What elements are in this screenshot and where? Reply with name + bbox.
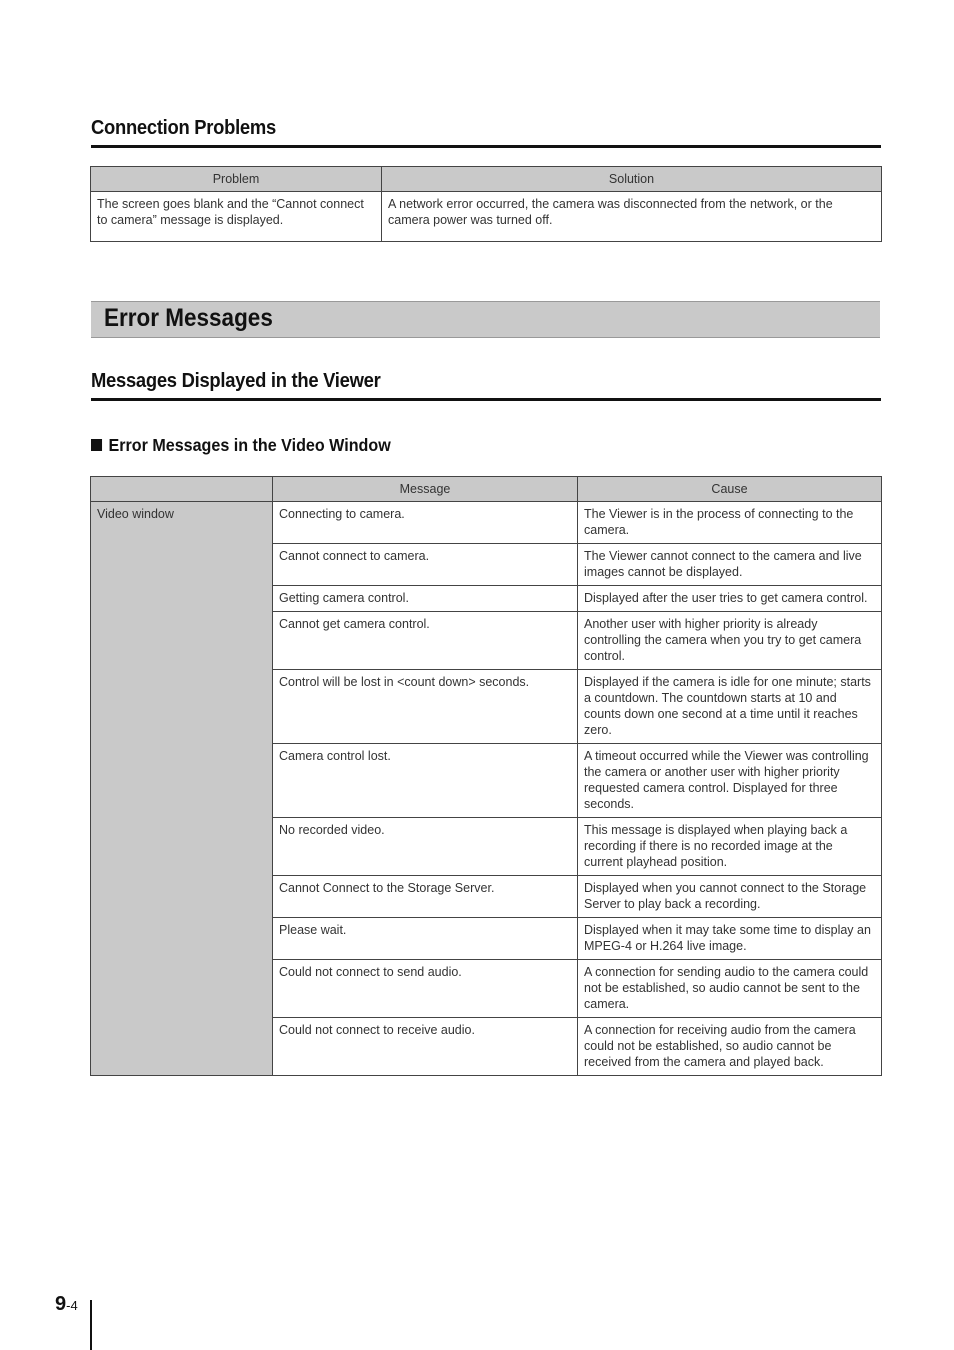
subheading-text: Error Messages in the Video Window	[108, 435, 391, 455]
group-label-cell: Video window	[91, 502, 273, 1076]
viewer-messages-heading: Messages Displayed in the Viewer	[91, 370, 381, 392]
cause-cell: Displayed when you cannot connect to the Storage Server to play back a recording.	[578, 876, 882, 918]
cause-cell: A connection for receiving audio from the camera could not be established, so audio cannot be received from the camera and played back.	[578, 1018, 882, 1076]
cause-cell: This message is displayed when playing back a recording if there is no recorded image at the current playhead position.	[578, 818, 882, 876]
message-cell: Could not connect to receive audio.	[273, 1018, 578, 1076]
column-header-problem: Problem	[91, 167, 382, 192]
table-row	[91, 192, 882, 242]
message-cell: Cannot connect to camera.	[273, 544, 578, 586]
page-margin-rule	[90, 1300, 92, 1350]
page-number	[55, 1293, 78, 1316]
column-header-message: Message	[273, 477, 578, 502]
message-cell: Getting camera control.	[273, 586, 578, 612]
message-cell: No recorded video.	[273, 818, 578, 876]
message-cell: Camera control lost.	[273, 744, 578, 818]
table-row	[91, 502, 882, 544]
section-title: Error Messages	[104, 304, 273, 332]
connection-problems-table	[90, 166, 882, 242]
cause-cell: Displayed if the camera is idle for one minute; starts a countdown. The countdown starts at 10 and counts down one second at a time until it reaches zero.	[578, 670, 882, 744]
heading-rule	[91, 145, 881, 148]
message-cell: Cannot get camera control.	[273, 612, 578, 670]
message-cell: Control will be lost in <count down> seconds.	[273, 670, 578, 744]
heading-rule	[91, 398, 881, 401]
video-window-errors-table	[90, 476, 882, 1076]
message-cell: Connecting to camera.	[273, 502, 578, 544]
column-header-blank	[91, 477, 273, 502]
solution-cell: A network error occurred, the camera was disconnected from the network, or the camera power was turned off.	[382, 192, 882, 242]
square-bullet-icon	[91, 439, 102, 451]
connection-problems-heading: Connection Problems	[91, 117, 276, 139]
video-window-subheading	[91, 435, 391, 456]
cause-cell: A timeout occurred while the Viewer was controlling the camera or another user with higher priority requested camera control. Displayed for three seconds.	[578, 744, 882, 818]
column-header-cause: Cause	[578, 477, 882, 502]
cause-cell: The Viewer cannot connect to the camera and live images cannot be displayed.	[578, 544, 882, 586]
message-cell: Please wait.	[273, 918, 578, 960]
cause-cell: Another user with higher priority is already controlling the camera when you try to get camera control.	[578, 612, 882, 670]
problem-cell: The screen goes blank and the “Cannot connect to camera” message is displayed.	[91, 192, 382, 242]
cause-cell: Displayed after the user tries to get camera control.	[578, 586, 882, 612]
message-cell: Could not connect to send audio.	[273, 960, 578, 1018]
cause-cell: The Viewer is in the process of connecting to the camera.	[578, 502, 882, 544]
section-banner	[91, 301, 880, 338]
cause-cell: Displayed when it may take some time to display an MPEG-4 or H.264 live image.	[578, 918, 882, 960]
message-cell: Cannot Connect to the Storage Server.	[273, 876, 578, 918]
column-header-solution: Solution	[382, 167, 882, 192]
page-suffix: -4	[66, 1298, 78, 1313]
chapter-number: 9	[55, 1293, 67, 1315]
cause-cell: A connection for sending audio to the camera could not be established, so audio cannot be sent to the camera.	[578, 960, 882, 1018]
